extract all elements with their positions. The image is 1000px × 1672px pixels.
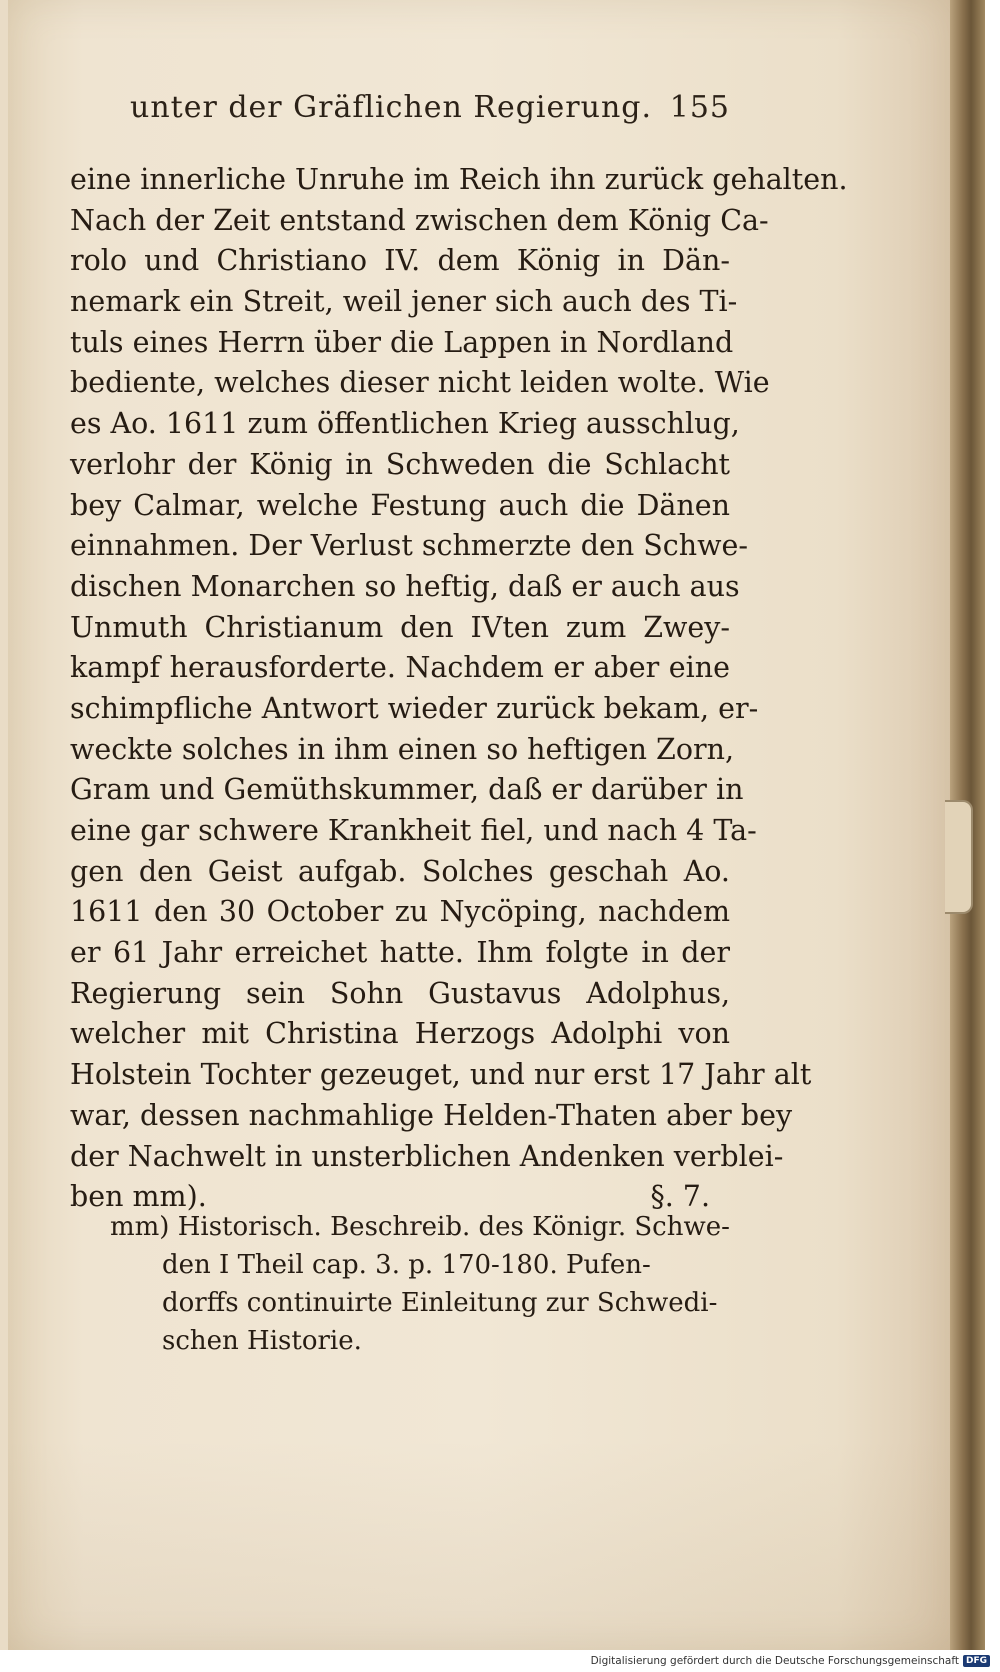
page-shadow bbox=[8, 1440, 950, 1650]
text-line: bey Calmar, welche Festung auch die Dänen bbox=[70, 488, 730, 522]
footnote bbox=[110, 1208, 730, 1360]
text-line: Unmuth Christianum den IVten zum Zwey- bbox=[70, 610, 730, 644]
catchword: §. 7. bbox=[650, 1180, 710, 1214]
digitization-credit bbox=[591, 1652, 990, 1670]
text-line: der Nachwelt in unsterblichen Andenken verblei- bbox=[70, 1139, 784, 1173]
running-title: unter der Gräflichen Regierung. bbox=[130, 90, 653, 125]
main-text bbox=[70, 160, 848, 1218]
text-line: eine innerliche Unruhe im Reich ihn zurück gehalten. bbox=[70, 163, 848, 196]
text-line: rolo und Christiano IV. dem König in Dän- bbox=[70, 244, 730, 278]
text-line: Holstein Tochter gezeuget, und nur erst 17 Jahr alt bbox=[70, 1058, 812, 1092]
footnote-line: den I Theil cap. 3. p. 170-180. Pufen- bbox=[162, 1250, 651, 1280]
text-line: Regierung sein Sohn Gustavus Adolphus, bbox=[70, 976, 730, 1010]
text-line: er 61 Jahr erreichet hatte. Ihm folgte in der bbox=[70, 936, 730, 970]
page-number: 155 bbox=[669, 90, 730, 125]
text-line: kampf herausforderte. Nachdem er aber eine bbox=[70, 651, 730, 685]
text-line: bediente, welches dieser nicht leiden wolte. Wie bbox=[70, 366, 770, 400]
text-line: einnahmen. Der Verlust schmerzte den Schwe- bbox=[70, 529, 748, 563]
text-line: Gram und Gemüthskummer, daß er darüber in bbox=[70, 773, 744, 807]
text-line: 1611 den 30 October zu Nycöping, nachdem bbox=[70, 895, 730, 929]
text-line: eine gar schwere Krankheit fiel, und nach 4 Ta- bbox=[70, 814, 757, 847]
dfg-logo-icon: DFG bbox=[963, 1655, 990, 1667]
text-line: welcher mit Christina Herzogs Adolphi von bbox=[70, 1017, 730, 1051]
text-line: verlohr der König in Schweden die Schlacht bbox=[70, 447, 730, 481]
last-line-text: ben mm). bbox=[70, 1180, 207, 1214]
footnote-line: mm) Historisch. Beschreib. des Königr. Schwe- bbox=[110, 1212, 730, 1242]
text-line: schimpfliche Antwort wieder zurück bekam, er- bbox=[70, 691, 759, 725]
credit-text: Digitalisierung gefördert durch die Deutsche Forschungsgemeinschaft bbox=[590, 1655, 959, 1667]
page-tab-marker bbox=[945, 800, 973, 914]
text-line: war, dessen nachmahlige Helden-Thaten aber bey bbox=[70, 1098, 793, 1132]
text-line: nemark ein Streit, weil jener sich auch des Ti- bbox=[70, 285, 738, 319]
text-line: tuls eines Herrn über die Lappen in Nordland bbox=[70, 325, 734, 359]
text-line: gen den Geist aufgab. Solches geschah Ao. bbox=[70, 854, 730, 888]
text-line: es Ao. 1611 zum öffentlichen Krieg ausschlug, bbox=[70, 407, 740, 441]
text-line: dischen Monarchen so heftig, daß er auch aus bbox=[70, 569, 740, 603]
text-line: weckte solches in ihm einen so heftigen Zorn, bbox=[70, 732, 735, 766]
footnote-line: schen Historie. bbox=[162, 1326, 362, 1356]
text-line: Nach der Zeit entstand zwischen dem König Ca- bbox=[70, 203, 769, 237]
footnote-line: dorffs continuirte Einleitung zur Schwedi- bbox=[162, 1288, 718, 1318]
